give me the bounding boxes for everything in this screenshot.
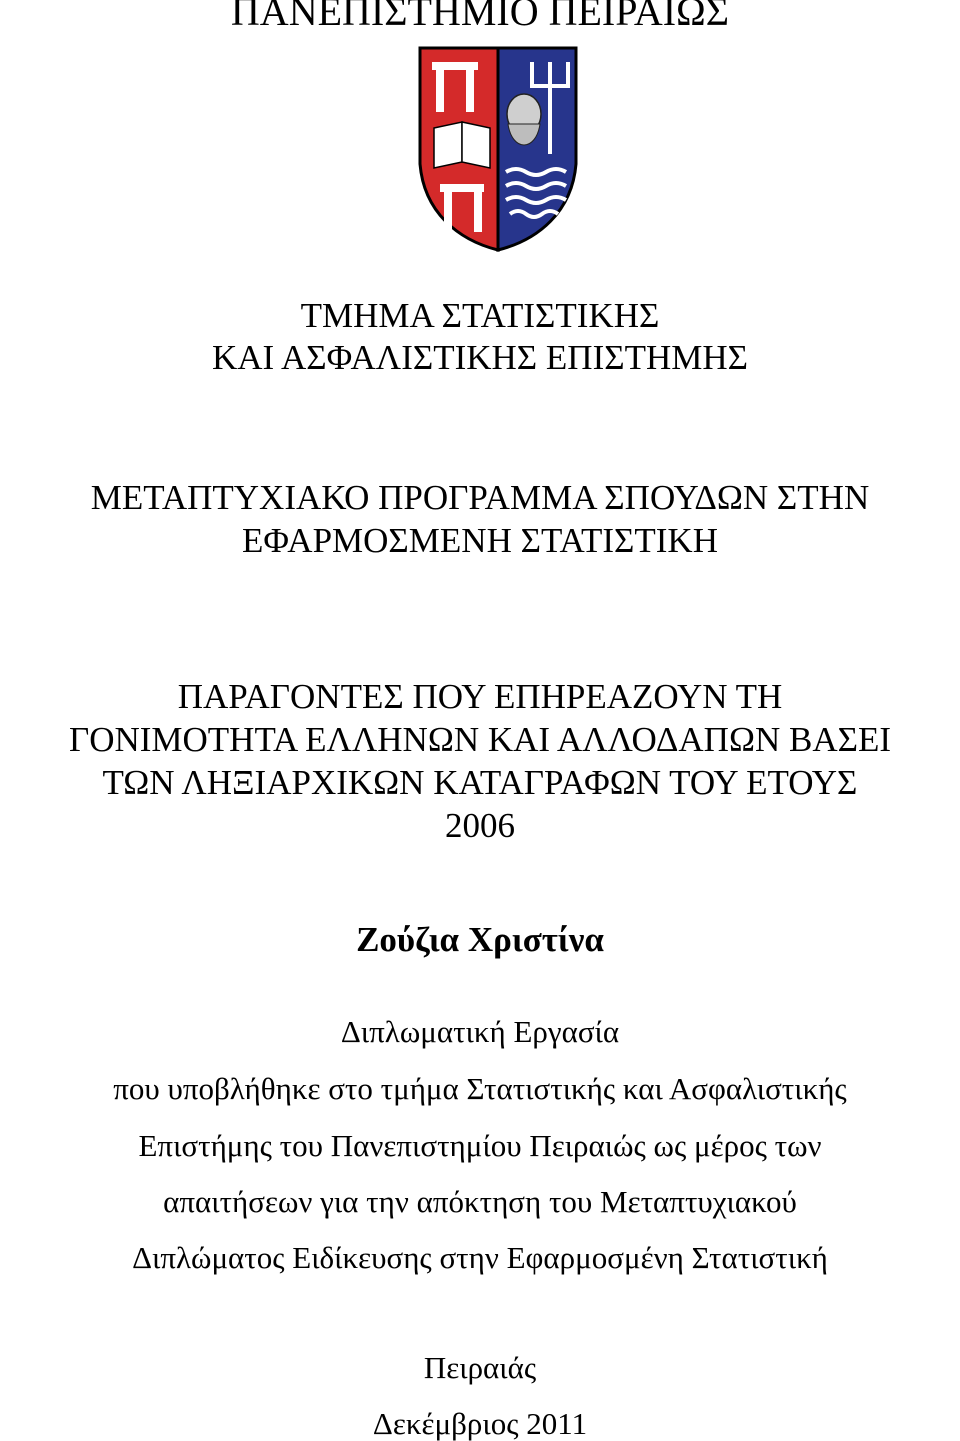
date: Δεκέμβριος 2011 (372, 1406, 588, 1441)
university-name: ΠΑΝΕΠΙΣΤΗΜΙΟ ΠΕΙΡΑΙΩΣ (230, 0, 730, 34)
place: Πειραιάς (423, 1350, 537, 1385)
description-line-2: που υποβλήθηκε στο τμήμα Στατιστικής και Ασφαλιστικής (113, 1071, 847, 1106)
description-line-4: απαιτήσεων για την απόκτηση του Μεταπτυχιακού (163, 1184, 797, 1219)
university-of-piraeus-crest-icon (412, 44, 584, 252)
department-line-1: ΤΜΗΜΑ ΣΤΑΤΙΣΤΙΚΗΣ (300, 296, 660, 335)
thesis-title-line-3: ΤΩΝ ΛΗΞΙΑΡΧΙΚΩΝ ΚΑΤΑΓΡΑΦΩΝ ΤΟΥ ΕΤΟΥΣ (102, 763, 858, 802)
thesis-title-line-1: ΠΑΡΑΓΟΝΤΕΣ ΠΟΥ ΕΠΗΡΕΑΖΟΥΝ ΤΗ (177, 677, 783, 716)
description-line-1: Διπλωματική Εργασία (340, 1014, 620, 1049)
description-line-5: Διπλώματος Ειδίκευσης στην Εφαρμοσμένη Στατιστική (132, 1240, 828, 1275)
thesis-title-line-4: 2006 (445, 806, 515, 845)
program-line-1: ΜΕΤΑΠΤΥΧΙΑΚΟ ΠΡΟΓΡΑΜΜΑ ΣΠΟΥΔΩΝ ΣΤΗΝ (90, 478, 870, 517)
thesis-title-line-2: ΓΟΝΙΜΟΤΗΤΑ ΕΛΛΗΝΩΝ ΚΑΙ ΑΛΛΟΔΑΠΩΝ ΒΑΣΕΙ (68, 720, 892, 759)
author-name: Ζούζια Χριστίνα (356, 920, 604, 959)
description-line-3: Επιστήμης του Πανεπιστημίου Πειραιώς ως μέρος των (138, 1128, 822, 1163)
program-line-2: ΕΦΑΡΜΟΣΜΕΝΗ ΣΤΑΤΙΣΤΙΚΗ (242, 521, 718, 560)
department-line-2: ΚΑΙ ΑΣΦΑΛΙΣΤΙΚΗΣ ΕΠΙΣΤΗΜΗΣ (211, 338, 749, 377)
